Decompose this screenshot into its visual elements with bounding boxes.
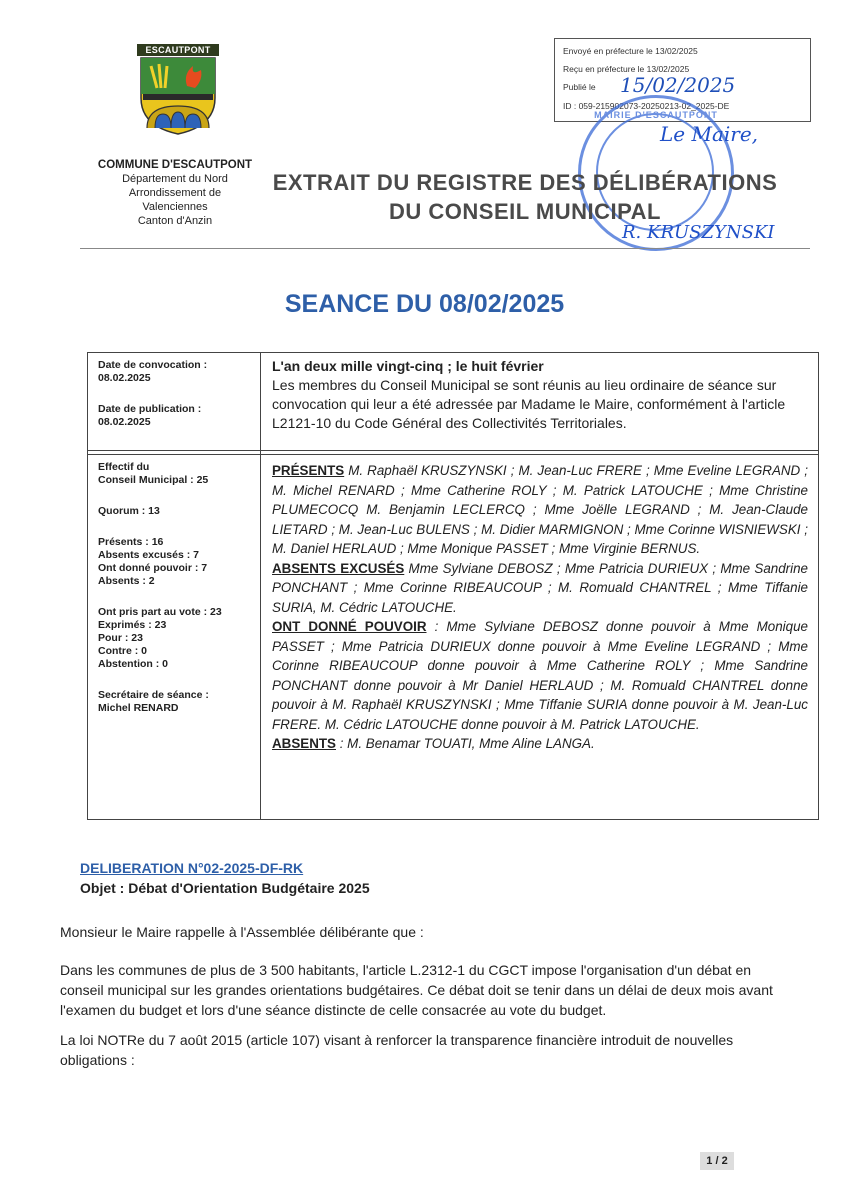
pouvoir-list: : Mme Sylviane DEBOSZ donne pouvoir à Mme Monique PASSET ; Mme Patricia DURIEUX donne pouvoir à Mme Eveline LEGRAND ; Mme Corinne RIBEAUCOUP donne pouvoir à Mme Catherine ROLY ; Mme Sandrine PONCHANT donne pouvoir à Mr Daniel HERLAUD ; M. Romuald CHANTREL donne pouvoir à M. Raphaël KRUSZYNSKI ; Mme Tiffanie SURIA donne pouvoir à M. Jean-Luc FRERE. M. Cédric LATOUCHE donne pouvoir à M. Patrick LATOUCHE.	[272, 619, 808, 732]
seal-text: MAIRIE D'ESCAUTPONT	[594, 110, 718, 120]
absents-count: Absents : 2	[98, 575, 155, 587]
commune-line: Département du Nord	[122, 173, 228, 185]
header-divider	[80, 248, 810, 249]
mayor-signature-name: R. KRUSZYNSKI	[622, 222, 775, 243]
intro-text: Les membres du Conseil Municipal se sont réunis au lieu ordinaire de séance sur convocation qui leur a été adressée par Madame le Maire, conformément à l'article L2121-10 du Code Général des Collectivités Territoriales.	[272, 377, 786, 431]
contre-count: Contre : 0	[98, 645, 148, 657]
act-id: ID : 059-215902073-20250213-02_2025-DE	[563, 101, 730, 111]
page-number: 1 / 2	[700, 1152, 734, 1170]
abstention-count: Abstention : 0	[98, 658, 168, 670]
table-row-divider	[88, 454, 818, 455]
pouvoir-paragraph	[272, 617, 808, 734]
secretaire-name: Michel RENARD	[98, 702, 179, 714]
excuses-list: Mme Sylviane DEBOSZ ; Mme Patricia DURIEUX ; Mme Sandrine PONCHANT ; Mme Corinne RIBEAUCOUP ; M. Romuald CHANTREL ; Mme Tiffanie SURIA, M. Cédric LATOUCHE.	[272, 560, 808, 615]
effectif-line: Conseil Municipal : 25	[98, 474, 209, 486]
commune-crest	[137, 44, 219, 141]
quorum: Quorum : 13	[98, 505, 160, 517]
presents-list: M. Raphaël KRUSZYNSKI ; M. Jean-Luc FRERE ; Mme Eveline LEGRAND ; M. Michel RENARD ; Mme Catherine ROLY ; M. Patrick LATOUCHE ; Mme Christine PLUMECOCQ M. Benjamin LECLERCQ ; Mme Joëlle LEGRAND ; M. Jean-Claude LIETARD ; M. Jean-Luc BULENS ; M. Didier MARMIGNON ; Mme Corinne WISNIEWSKI ; M. Daniel HERLAUD ; Mme Monique PASSET ; Mme Virginie BERNUS.	[272, 463, 808, 556]
pouvoir-count: Ont donné pouvoir : 7	[98, 562, 208, 574]
publication-label: Date de publication :	[98, 403, 202, 415]
page-title	[260, 168, 790, 226]
absents-header: ABSENTS	[272, 736, 336, 751]
effectif-line: Effectif du	[98, 461, 150, 473]
convocation-cell	[98, 359, 207, 429]
crest-banner: ESCAUTPONT	[137, 44, 219, 56]
mayor-signature-title: Le Maire,	[660, 122, 759, 146]
convocation-value: 08.02.2025	[98, 372, 151, 384]
deliberation-number: DELIBERATION N°02-2025-DF-RK	[80, 860, 304, 876]
convocation-label: Date de convocation :	[98, 359, 208, 371]
title-line-2: DU CONSEIL MUNICIPAL	[389, 199, 661, 224]
seance-heading: SEANCE DU 08/02/2025	[284, 290, 565, 318]
crest-shield-icon	[137, 56, 219, 136]
table-row-divider	[88, 450, 818, 451]
counts-cell	[98, 461, 222, 715]
attendance-table	[87, 352, 819, 820]
presents-header: PRÉSENTS	[272, 463, 345, 478]
presents-paragraph	[272, 461, 808, 559]
intro-lead: L'an deux mille vingt-cinq ; le huit février	[272, 358, 544, 374]
commune-name: COMMUNE D'ESCAUTPONT	[97, 159, 253, 171]
secretaire-label: Secrétaire de séance :	[98, 689, 209, 701]
body-paragraph-2: Dans les communes de plus de 3 500 habitants, l'article L.2312-1 du CGCT impose l'organisation d'un débat en conseil municipal sur les grandes orientations budgétaires. Ce débat doit se tenir dans un délai de deux mois avant l'examen du budget et lors d'une séance distincte de celle consacrée au vote du budget.	[60, 962, 773, 1018]
published-label: Publié le	[563, 82, 596, 92]
commune-line: Canton d'Anzin	[137, 215, 213, 227]
pouvoir-header: ONT DONNÉ POUVOIR	[272, 619, 427, 634]
vote-count: Ont pris part au vote : 23	[98, 606, 222, 618]
publication-value: 08.02.2025	[98, 416, 151, 428]
deliberation-objet: Objet : Débat d'Orientation Budgétaire 2025	[80, 880, 370, 896]
body-paragraph-1: Monsieur le Maire rappelle à l'Assemblée délibérante que :	[60, 924, 424, 940]
excuses-header: ABSENTS EXCUSÉS	[272, 560, 405, 576]
commune-block	[80, 158, 270, 228]
exprimes-count: Exprimés : 23	[98, 619, 167, 631]
presents-count: Présents : 16	[98, 536, 164, 548]
title-line-1: EXTRAIT DU REGISTRE DES DÉLIBÉRATIONS	[272, 170, 778, 195]
published-handwritten: 15/02/2025	[620, 73, 736, 97]
members-cell	[272, 461, 808, 754]
absents-list: : M. Benamar TOUATI, Mme Aline LANGA.	[336, 736, 595, 751]
received-date: Reçu en préfecture le 13/02/2025	[563, 64, 690, 74]
absents-paragraph	[272, 734, 808, 754]
pour-count: Pour : 23	[98, 632, 143, 644]
commune-line: Arrondissement de	[128, 187, 222, 199]
table-column-divider	[260, 353, 261, 819]
excuses-count: Absents excusés : 7	[98, 549, 199, 561]
sent-date: Envoyé en préfecture le 13/02/2025	[563, 46, 698, 56]
excuses-paragraph	[272, 559, 808, 618]
body-paragraph-3: La loi NOTRe du 7 août 2015 (article 107) visant à renforcer la transparence financière introduit de nouvelles obligations :	[60, 1032, 734, 1068]
intro-cell	[272, 357, 808, 433]
commune-line: Valenciennes	[142, 201, 208, 213]
